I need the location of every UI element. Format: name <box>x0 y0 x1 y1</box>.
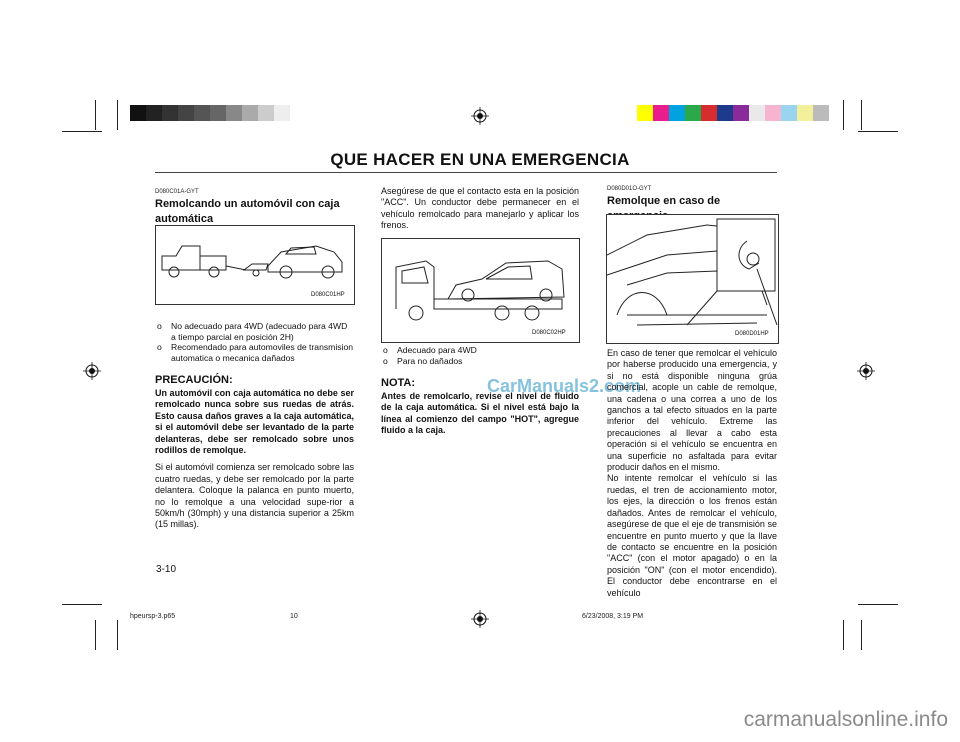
body-paragraph: Asegúrese de que el contacto esta en la posición "ACC". Un conductor debe permanecer en el vehículo remolcado para manejarlo y aplicar los frenos. <box>381 186 579 231</box>
front-tow-hook-illustration <box>607 215 778 343</box>
figure-code: D080C02HP <box>532 330 566 336</box>
body-paragraph: Si el automóvil comienza ser remolcado sobre las cuatro ruedas, y debe ser remolcado por la parte delantera. Coloque la palanca en punto muerto, no lo remolque a una velocidad supe-rior a 50km/h (30mph) y una distancia superior a 25km (15 millas). <box>155 462 354 530</box>
registration-crosshair-icon <box>471 610 489 628</box>
note-title: NOTA: <box>381 377 416 389</box>
column-1-text <box>155 321 354 531</box>
site-watermark: carmanualsonline.info <box>743 708 948 731</box>
calibration-swatch <box>637 105 653 121</box>
tow-hook-figure <box>606 214 779 344</box>
watermark: CarManuals2.com <box>487 376 642 396</box>
registration-crosshair-icon <box>857 362 875 380</box>
footer-file: hpeursp-3.p65 <box>130 613 176 620</box>
footer-page: 10 <box>290 613 298 620</box>
list-item: o Recomendado para automoviles de transmision automatica o mecanica dañados <box>155 342 354 363</box>
calibration-swatch <box>717 105 733 121</box>
section-code: D080C01A-GYT <box>155 189 199 195</box>
calibration-swatch <box>242 105 258 121</box>
figure-code: D080C01HP <box>311 292 345 298</box>
calibration-swatch <box>162 105 178 121</box>
crop-mark <box>858 131 898 132</box>
crop-mark <box>62 604 102 605</box>
figure-code: D080D01HP <box>735 331 769 337</box>
crop-mark <box>843 620 844 650</box>
caution-text: Un automóvil con caja automática no debe ser remolcado nunca sobre sus ruedas de atrás. Esto causa daños graves a la caja automática, si el automóvil debe ser levantado de la parte delanteras, debe ser remolcado sobre unos rodillos de remolque. <box>155 388 354 456</box>
calibration-swatch <box>130 105 146 121</box>
column-2 <box>381 186 579 232</box>
calibration-swatch <box>210 105 226 121</box>
page-title: QUE HACER EN UNA EMERGENCIA <box>330 150 630 169</box>
calibration-swatch <box>781 105 797 121</box>
calibration-swatch <box>178 105 194 121</box>
calibration-swatch <box>653 105 669 121</box>
calibration-swatch <box>258 105 274 121</box>
calibration-swatch <box>146 105 162 121</box>
crop-mark <box>117 100 118 130</box>
calibration-swatch <box>226 105 242 121</box>
calibration-swatch <box>733 105 749 121</box>
crop-mark <box>861 620 862 650</box>
calibration-swatch <box>669 105 685 121</box>
body-paragraph: En caso de tener que remolcar el vehículo por haberse producido una emergencia, y si no está disponible ninguna grúa comercial, acople un cable de remolque, una cadena o una correa a uno de los ganchos a tal efecto situados en la parte inferior del vehículo. Extreme las precauciones al llevar a cabo esta operación si el vehículo se encuentra en una superficie no asfaltada para evitar producir daños en el mismo. No intente remolcar el vehículo si las ruedas, el tren de accionamiento motor, los ejes, la dirección o los frenos están dañados. Antes de remolcar el vehículo, asegúrese de que el eje de transmisión se encuentre en punto muerto y que la llave de contacto se encuentre en la posición "ACC" (con el motor apagado) o en la posición "ON" (con el motor encendido). El conductor debe encontrarse en el vehículo <box>607 348 777 598</box>
calibration-swatch <box>813 105 829 121</box>
registration-crosshair-icon <box>83 362 101 380</box>
suitability-list <box>381 345 579 366</box>
caution-title: PRECAUCIÓN: <box>155 374 233 386</box>
flatbed-truck-illustration <box>382 239 579 342</box>
calibration-swatch <box>797 105 813 121</box>
calibration-swatch <box>194 105 210 121</box>
gray-calibration-bar <box>130 105 290 121</box>
flatbed-figure <box>381 238 580 343</box>
column-1 <box>155 189 354 227</box>
calibration-swatch <box>274 105 290 121</box>
crop-mark <box>95 100 96 130</box>
title-rule <box>155 172 777 173</box>
calibration-swatch <box>765 105 781 121</box>
list-item: o Para no dañados <box>381 356 579 367</box>
calibration-swatch <box>749 105 765 121</box>
calibration-swatch <box>701 105 717 121</box>
section-code: D080D01O-GYT <box>607 186 652 192</box>
crop-mark <box>858 604 898 605</box>
registration-crosshair-icon <box>471 107 489 125</box>
crop-mark <box>62 131 102 132</box>
note-text: Antes de remolcarlo, revise el nivel de fluido de la caja automática. Si el nivel está bajo la línea al comienzo del campo "HOT", agregue fluido a la caja. <box>381 391 579 436</box>
section-heading: Remolcando un automóvil con caja automática <box>155 198 340 225</box>
footer-date: 6/23/2008, 3:19 PM <box>582 613 644 620</box>
calibration-swatch <box>685 105 701 121</box>
crop-mark <box>843 100 844 130</box>
suitability-list <box>155 321 354 363</box>
crop-mark <box>95 620 96 650</box>
column-3-text <box>607 348 777 599</box>
crop-mark <box>117 620 118 650</box>
list-item: o Adecuado para 4WD <box>381 345 579 356</box>
page-number: 3-10 <box>156 564 177 575</box>
color-calibration-bar <box>637 105 829 121</box>
list-item: o No adecuado para 4WD (adecuado para 4WD a tiempo parcial en posición 2H) <box>155 321 354 342</box>
crop-mark <box>861 100 862 130</box>
section-heading: Remolque en caso de <box>607 195 721 207</box>
